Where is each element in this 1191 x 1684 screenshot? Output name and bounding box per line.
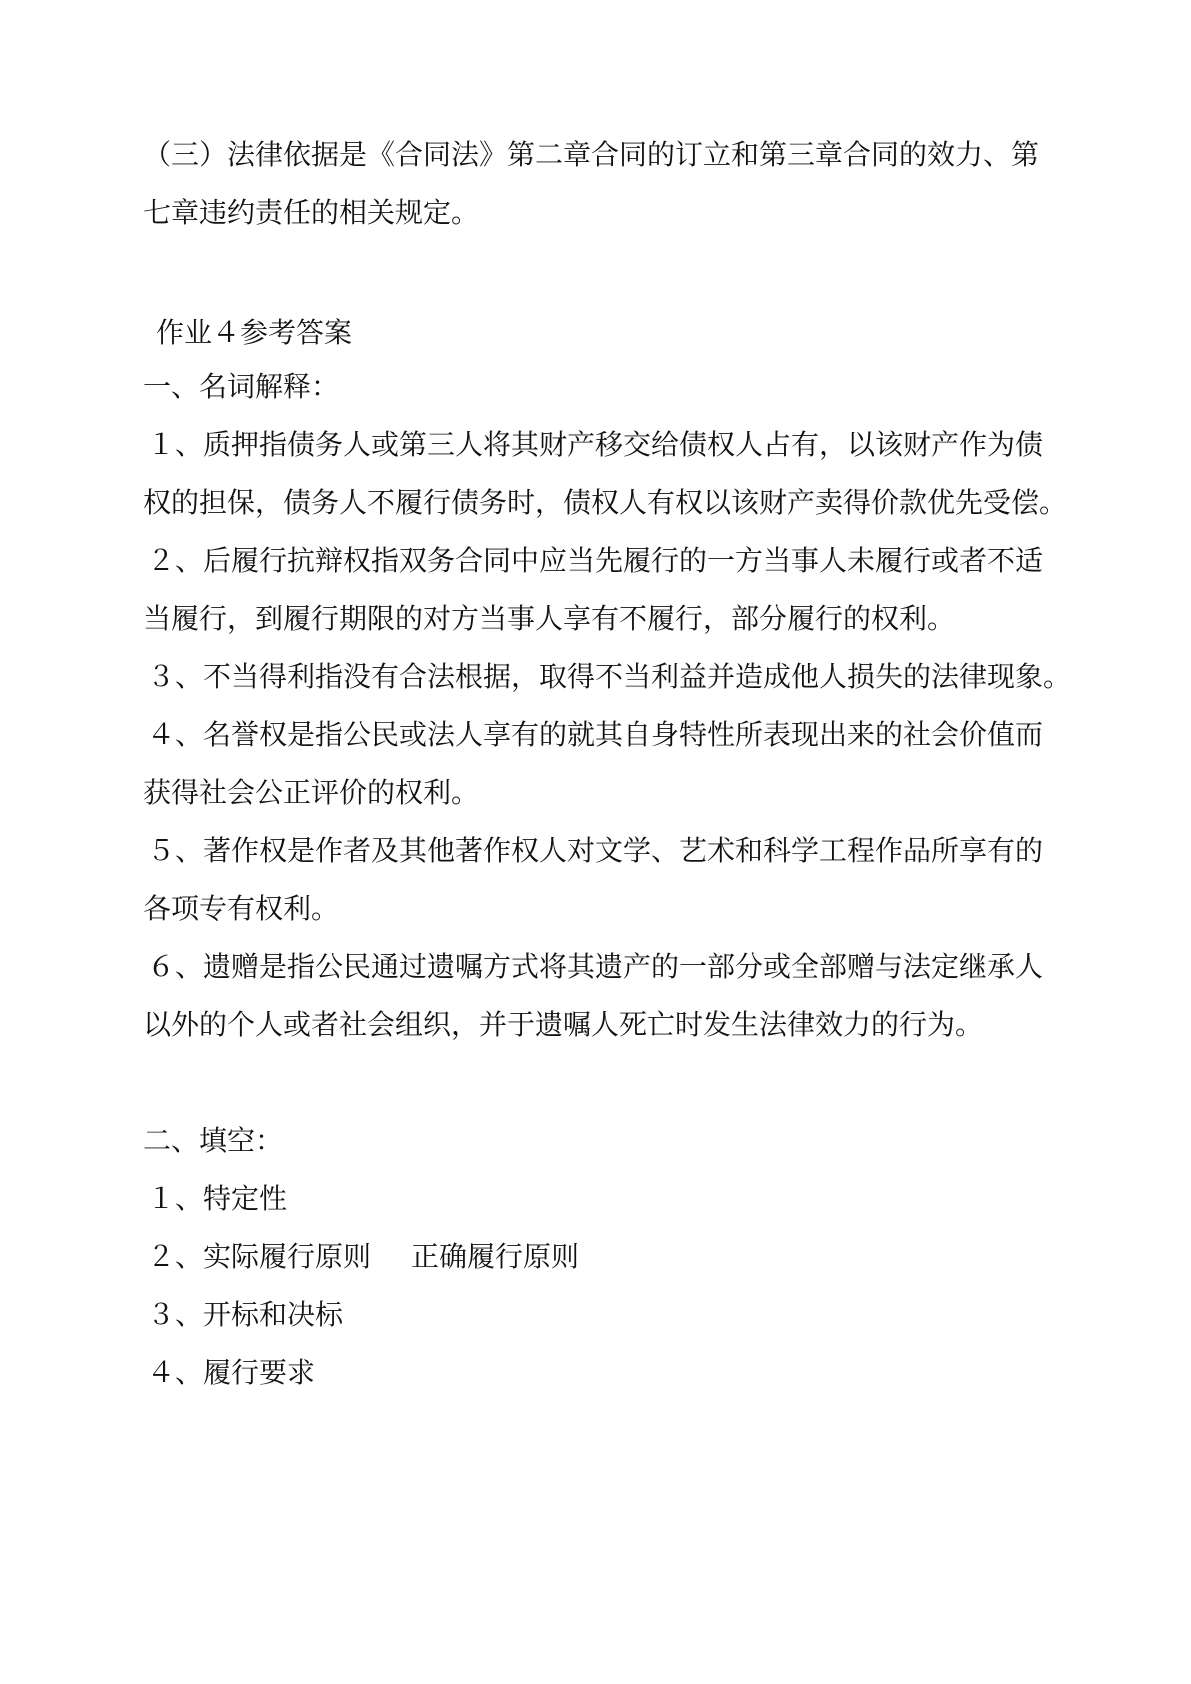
fill-blank-2-answer-b: 正确履行原则 bbox=[411, 1240, 580, 1273]
definition-2-line-2: 当履行，到履行期限的对方当事人享有不履行，部分履行的权利。 bbox=[143, 602, 956, 635]
fill-blank-4: ４、履行要求 bbox=[147, 1356, 316, 1389]
fill-blank-1: １、特定性 bbox=[147, 1182, 288, 1215]
homework-title: 作业４参考答案 bbox=[156, 316, 353, 349]
definition-4-line-1: ４、名誉权是指公民或法人享有的就其自身特性所表现出来的社会价值而 bbox=[147, 718, 1044, 751]
fill-blank-2 bbox=[147, 1240, 1067, 1274]
definition-5-line-1: ５、著作权是作者及其他著作权人对文学、艺术和科学工程作品所享有的 bbox=[147, 834, 1044, 867]
legal-basis-line-2: 七章违约责任的相关规定。 bbox=[143, 196, 480, 229]
definition-5-line-2: 各项专有权利。 bbox=[143, 892, 340, 925]
definition-4-line-2: 获得社会公正评价的权利。 bbox=[143, 776, 480, 809]
definition-2-line-1: ２、后履行抗辩权指双务合同中应当先履行的一方当事人未履行或者不适 bbox=[147, 544, 1044, 577]
definition-1-line-1: １、质押指债务人或第三人将其财产移交给债权人占有，以该财产作为债 bbox=[147, 428, 1044, 461]
fill-blank-3: ３、开标和决标 bbox=[147, 1298, 344, 1331]
part1-heading: 一、名词解释： bbox=[143, 370, 340, 403]
definition-3-line-1: ３、不当得利指没有合法根据，取得不当利益并造成他人损失的法律现象。 bbox=[147, 660, 1072, 693]
legal-basis-line-1: （三）法律依据是《合同法》第二章合同的订立和第三章合同的效力、第 bbox=[143, 138, 1040, 171]
definition-6-line-1: ６、遗赠是指公民通过遗嘱方式将其遗产的一部分或全部赠与法定继承人 bbox=[147, 950, 1044, 983]
part2-heading: 二、填空： bbox=[143, 1124, 284, 1157]
fill-blank-2-answer-a: ２、实际履行原则 bbox=[147, 1240, 372, 1273]
definition-1-line-2: 权的担保，债务人不履行债务时，债权人有权以该财产卖得价款优先受偿。 bbox=[143, 486, 1068, 519]
definition-6-line-2: 以外的个人或者社会组织，并于遗嘱人死亡时发生法律效力的行为。 bbox=[143, 1008, 984, 1041]
